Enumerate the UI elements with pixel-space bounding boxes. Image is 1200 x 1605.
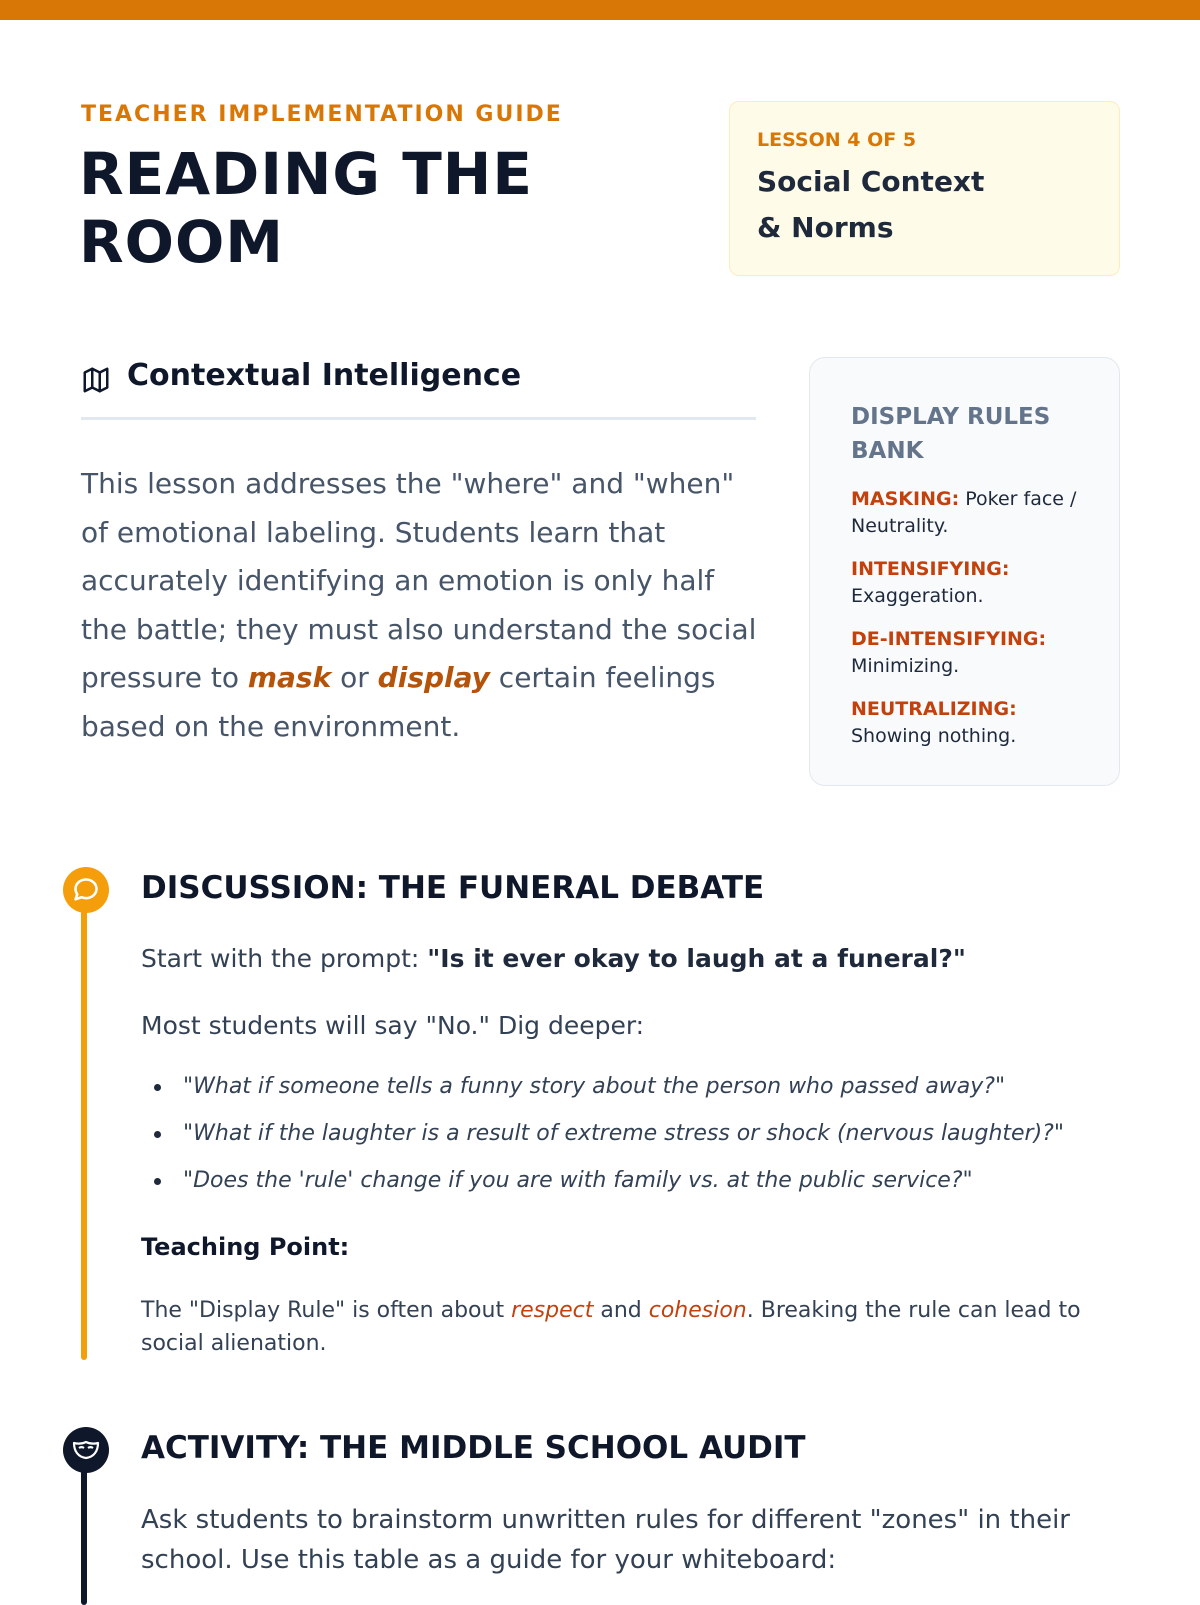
display-rule (851, 486, 1099, 540)
intro-text-2: certain feelings based on the environment. (81, 661, 716, 743)
teaching-point-label: Teaching Point: (141, 1233, 350, 1261)
rule-term: INTENSIFYING: (851, 558, 1010, 580)
tp-respect: respect (511, 1298, 594, 1323)
intro-highlight-display: display (377, 661, 490, 694)
tp-text-2: . Breaking the rule can lead to social alienation. (141, 1298, 1081, 1356)
list-item: "What if someone tells a funny story about the person who passed away?" (141, 1072, 1101, 1119)
display-rules-title: DISPLAY RULES BANK (851, 404, 1051, 464)
map-icon (81, 365, 111, 395)
display-rules-bank (809, 357, 1120, 786)
section-title: Contextual Intelligence (127, 358, 522, 393)
list-item: "Does the 'rule' change if you are with family vs. at the public service?" (141, 1166, 1101, 1213)
discussion-prompt (141, 944, 966, 973)
timeline-node-activity (63, 1427, 109, 1473)
rule-term: MASKING: (851, 488, 960, 510)
rule-desc: Minimizing. (851, 655, 960, 677)
lesson-card (729, 101, 1120, 276)
lesson-number: LESSON 4 OF 5 (757, 129, 917, 151)
section-heading (81, 358, 756, 420)
list-item: "What if the laughter is a result of extreme stress or shock (nervous laughter)?" (141, 1119, 1101, 1166)
lesson-name: Social Context & Norms (757, 165, 985, 244)
lesson-intro (81, 460, 761, 751)
display-rule (851, 556, 1099, 610)
tp-and: and (593, 1298, 649, 1323)
teaching-point-text (141, 1294, 1091, 1360)
prompt-label: Start with the prompt: (141, 944, 428, 973)
display-rule (851, 626, 1099, 680)
rule-desc: Exaggeration. (851, 585, 984, 607)
tp-text-1: The "Display Rule" is often about (141, 1298, 512, 1323)
activity-title: ACTIVITY: THE MIDDLE SCHOOL AUDIT (141, 1430, 806, 1466)
top-accent-bar (0, 0, 1200, 20)
follow-up-questions (141, 1072, 1101, 1213)
prompt-quote: "Is it ever okay to laugh at a funeral?" (427, 944, 966, 973)
rule-desc: Showing nothing. (851, 725, 1017, 747)
rule-term: DE-INTENSIFYING: (851, 628, 1047, 650)
page-title: READING THE ROOM (79, 140, 533, 276)
timeline-line-discussion (81, 890, 87, 1360)
display-rule (851, 696, 1099, 750)
rule-term: NEUTRALIZING: (851, 698, 1017, 720)
guide-eyebrow: TEACHER IMPLEMENTATION GUIDE (81, 102, 563, 127)
activity-instructions: Ask students to brainstorm unwritten rules for different "zones" in their school. Use this table as a guide for your whiteboard: (141, 1505, 1070, 1575)
chat-bubble-icon (72, 876, 100, 904)
timeline-node-discussion (63, 867, 109, 913)
rule-desc: Poker face / Neutrality. (851, 488, 1077, 537)
discussion-title: DISCUSSION: THE FUNERAL DEBATE (141, 870, 765, 906)
intro-text-1: This lesson addresses the "where" and "when" of emotional labeling. Students learn that accurately identifying an emotion is only half the battle; they must also understand the social pressure to (81, 467, 757, 694)
mask-icon (71, 1438, 101, 1462)
display-rules-list (851, 486, 1099, 750)
tp-cohesion: cohesion (648, 1298, 747, 1323)
dig-deeper-text: Most students will say "No." Dig deeper: (141, 1011, 645, 1040)
intro-text-or: or (331, 661, 378, 694)
intro-highlight-mask: mask (247, 661, 332, 694)
